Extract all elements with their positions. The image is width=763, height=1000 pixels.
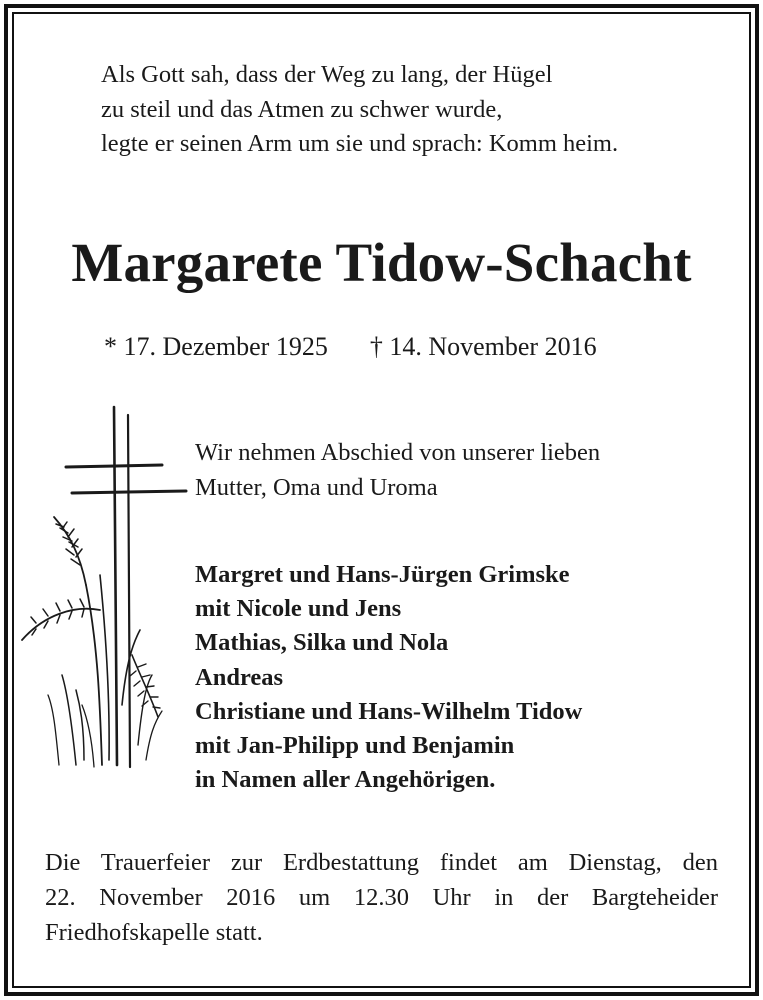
- mourner-line: Margret und Hans-Jürgen Grimske: [195, 561, 570, 588]
- service-line: Friedhofskapelle statt.: [45, 919, 263, 946]
- memorial-verse: [101, 58, 741, 162]
- mourner-line: Andreas: [195, 663, 284, 691]
- mourner-line: Mathias, Silka und Nola: [195, 629, 449, 657]
- death-date: † 14. November 2016: [369, 332, 597, 361]
- funeral-service-notice: [45, 845, 718, 950]
- verse-line: legte er seinen Arm um sie und sprach: Komm heim.: [101, 130, 619, 157]
- mourner-line: in Namen aller Angehörigen.: [195, 766, 496, 794]
- farewell-line: Wir nehmen Abschied von unserer lieben: [195, 439, 601, 466]
- mourner-line: mit Nicole und Jens: [195, 595, 402, 623]
- farewell-text: [195, 435, 715, 505]
- birth-date: * 17. Dezember 1925: [104, 332, 328, 361]
- life-dates: [104, 328, 704, 366]
- mourners-list: [195, 558, 735, 797]
- verse-line: zu steil und das Atmen zu schwer wurde,: [101, 95, 503, 123]
- verse-line: Als Gott sah, dass der Weg zu lang, der Hügel: [101, 61, 553, 88]
- mourner-line: Christiane und Hans-Wilhelm Tidow: [195, 697, 583, 725]
- farewell-line: Mutter, Oma und Uroma: [195, 474, 438, 501]
- service-line: Die Trauerfeier zur Erdbestattung findet am Dienstag, den: [45, 849, 718, 876]
- service-line: 22. November 2016 um 12.30 Uhr in der Bargteheider: [45, 884, 718, 911]
- deceased-name: Margarete Tidow-Schacht: [71, 232, 692, 293]
- mourner-line: mit Jan-Philipp und Benjamin: [195, 732, 515, 760]
- cross-with-wheat-icon: [14, 405, 194, 770]
